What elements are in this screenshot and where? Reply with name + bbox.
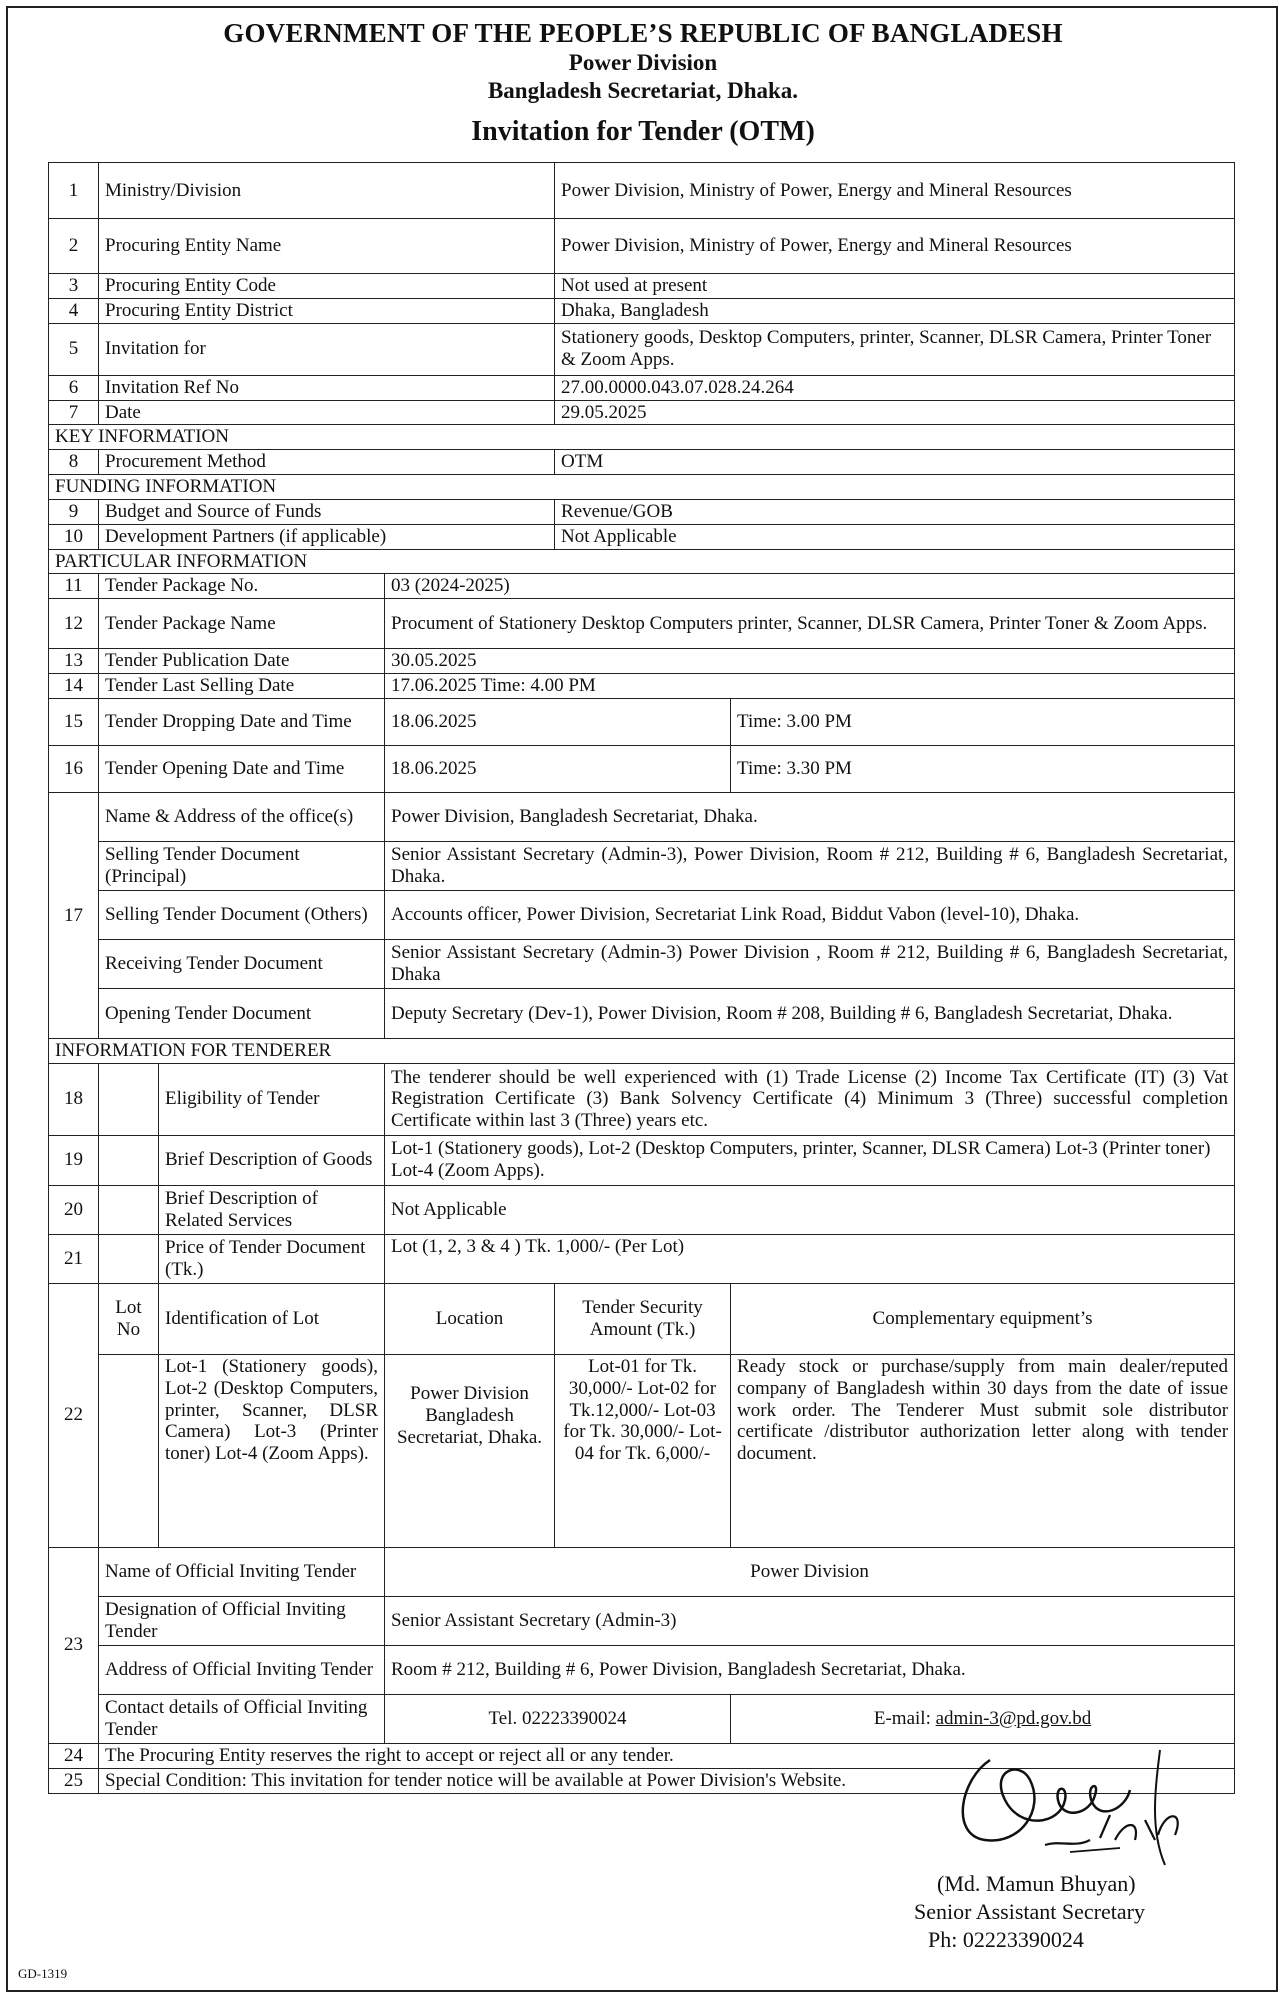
table-row <box>49 323 1235 375</box>
table-row <box>49 274 1235 299</box>
row-number: 22 <box>49 1283 99 1547</box>
lot-identification: Lot-1 (Stationery goods), Lot-2 (Desktop Computers, printer, Scanner, DLSR Camera) Lot-3 (Printer toner) Lot-4 (Zoom Apps). <box>159 1354 385 1547</box>
table-row <box>49 1547 1235 1596</box>
table-row <box>49 649 1235 674</box>
section-row <box>49 425 1235 450</box>
row-value: Dhaka, Bangladesh <box>555 298 1235 323</box>
identification-header: Identification of Lot <box>159 1283 385 1354</box>
row-label: Invitation for <box>99 323 555 375</box>
row-number: 8 <box>49 450 99 475</box>
row-value: Stationery goods, Desktop Computers, printer, Scanner, DLSR Camera, Printer Toner & Zoom Apps. <box>555 323 1235 375</box>
row-label: Tender Package Name <box>99 599 385 649</box>
row-number: 23 <box>49 1547 99 1743</box>
row-number: 20 <box>49 1185 99 1234</box>
empty-cell <box>99 1234 159 1283</box>
table-row <box>49 939 1235 988</box>
row-value: Special Condition: This invitation for tender notice will be available at Power Division's Website. <box>99 1768 1235 1793</box>
section-heading: KEY INFORMATION <box>49 425 1235 450</box>
row-time: Time: 3.30 PM <box>731 745 1235 792</box>
row-value: Deputy Secretary (Dev-1), Power Division, Room # 208, Building # 6, Bangladesh Secretariat, Dhaka. <box>385 988 1235 1038</box>
table-row <box>49 674 1235 699</box>
row-value: Not Applicable <box>555 524 1235 549</box>
row-label: Brief Description of Related Services <box>159 1185 385 1234</box>
table-row <box>49 450 1235 475</box>
table-row <box>49 792 1235 841</box>
row-label: Contact details of Official Inviting Tender <box>99 1694 385 1743</box>
government-heading: GOVERNMENT OF THE PEOPLE’S REPUBLIC OF BANGLADESH <box>223 18 1063 48</box>
row-value: Power Division, Ministry of Power, Energy and Mineral Resources <box>555 219 1235 274</box>
row-number: 25 <box>49 1768 99 1793</box>
row-date: 18.06.2025 <box>385 698 731 745</box>
table-row <box>49 1694 1235 1743</box>
row-date: 18.06.2025 <box>385 745 731 792</box>
row-value: Power Division, Ministry of Power, Energy and Mineral Resources <box>555 163 1235 219</box>
signature-image <box>950 1740 1210 1880</box>
row-label: Eligibility of Tender <box>159 1063 385 1135</box>
table-row <box>49 298 1235 323</box>
table-row <box>49 1645 1235 1694</box>
row-value: Power Division <box>385 1547 1235 1596</box>
row-label: Tender Package No. <box>99 574 385 599</box>
row-number: 12 <box>49 599 99 649</box>
lot-detail-row <box>49 1354 1235 1547</box>
row-label: Name of Official Inviting Tender <box>99 1547 385 1596</box>
row-value: Senior Assistant Secretary (Admin-3), Power Division, Room # 212, Building # 6, Bangladesh Secretariat, Dhaka. <box>385 841 1235 890</box>
table-row <box>49 1185 1235 1234</box>
row-number: 1 <box>49 163 99 219</box>
table-row <box>49 400 1235 425</box>
row-number: 15 <box>49 698 99 745</box>
row-value: 27.00.0000.043.07.028.24.264 <box>555 375 1235 400</box>
row-label: Tender Opening Date and Time <box>99 745 385 792</box>
row-number: 7 <box>49 400 99 425</box>
table-row <box>49 1063 1235 1135</box>
row-label: Ministry/Division <box>99 163 555 219</box>
table-row <box>49 524 1235 549</box>
row-label: Procurement Method <box>99 450 555 475</box>
row-number: 5 <box>49 323 99 375</box>
empty-cell <box>99 1185 159 1234</box>
row-number: 18 <box>49 1063 99 1135</box>
row-label: Receiving Tender Document <box>99 939 385 988</box>
signatory-phone: Ph: 02223390024 <box>928 1927 1084 1952</box>
row-label: Price of Tender Document (Tk.) <box>159 1234 385 1283</box>
complementary-header: Complementary equipment’s <box>731 1283 1235 1354</box>
row-number: 3 <box>49 274 99 299</box>
row-label: Date <box>99 400 555 425</box>
row-value: Procument of Stationery Desktop Computers printer, Scanner, DLSR Camera, Printer Toner & Zoom Apps. <box>385 599 1235 649</box>
row-number: 21 <box>49 1234 99 1283</box>
row-value: 03 (2024-2025) <box>385 574 1235 599</box>
row-value: Lot (1, 2, 3 & 4 ) Tk. 1,000/- (Per Lot) <box>385 1234 1235 1283</box>
signatory-designation: Senior Assistant Secretary <box>914 1899 1145 1924</box>
table-row <box>49 988 1235 1038</box>
table-row <box>49 574 1235 599</box>
row-number: 2 <box>49 219 99 274</box>
row-number: 17 <box>49 792 99 1038</box>
signatory-name: (Md. Mamun Bhuyan) <box>937 1871 1136 1896</box>
row-value: Not used at present <box>555 274 1235 299</box>
table-row <box>49 698 1235 745</box>
tender-table <box>48 162 1235 1794</box>
section-heading: INFORMATION FOR TENDERER <box>49 1038 1235 1063</box>
table-row <box>49 499 1235 524</box>
row-value: The tenderer should be well experienced with (1) Trade License (2) Income Tax Certificate (IT) (3) Vat Registration Certificate (3) Bank Solvency Certificate (4) Minimum 3 (Three) successful completion Certificate within last 3 (Three) years etc. <box>385 1063 1235 1135</box>
row-value: Senior Assistant Secretary (Admin-3) <box>385 1596 1235 1645</box>
row-label: Tender Last Selling Date <box>99 674 385 699</box>
row-number: 24 <box>49 1743 99 1768</box>
row-number: 4 <box>49 298 99 323</box>
row-number: 9 <box>49 499 99 524</box>
table-row <box>49 1234 1235 1283</box>
empty-cell <box>99 1063 159 1135</box>
row-label: Procuring Entity Code <box>99 274 555 299</box>
lot-no-header: Lot No <box>99 1283 159 1354</box>
row-value: OTM <box>555 450 1235 475</box>
section-row <box>49 475 1235 500</box>
empty-cell <box>99 1135 159 1185</box>
row-label: Invitation Ref No <box>99 375 555 400</box>
row-label: Opening Tender Document <box>99 988 385 1038</box>
table-row <box>49 745 1235 792</box>
row-label: Tender Dropping Date and Time <box>99 698 385 745</box>
table-row <box>49 163 1235 219</box>
lot-complementary: Ready stock or purchase/supply from main dealer/reputed company of Bangladesh within 30 days from the date of issue work order. The Tenderer Must submit sole distributor certificate /distributor authorization letter along with tender document. <box>731 1354 1235 1547</box>
row-number: 19 <box>49 1135 99 1185</box>
email-label: E-mail: <box>873 1707 936 1729</box>
row-value: 30.05.2025 <box>385 649 1235 674</box>
row-value: Room # 212, Building # 6, Power Division, Bangladesh Secretariat, Dhaka. <box>385 1645 1235 1694</box>
row-label: Selling Tender Document (Others) <box>99 890 385 939</box>
section-heading: PARTICULAR INFORMATION <box>49 549 1235 574</box>
row-label: Tender Publication Date <box>99 649 385 674</box>
empty-cell <box>99 1354 159 1547</box>
row-label: Selling Tender Document (Principal) <box>99 841 385 890</box>
row-label: Budget and Source of Funds <box>99 499 555 524</box>
table-row <box>49 890 1235 939</box>
lot-header-row <box>49 1283 1235 1354</box>
email-link[interactable]: admin-3@pd.gov.bd <box>935 1707 1092 1729</box>
table-row <box>49 219 1235 274</box>
row-label: Address of Official Inviting Tender <box>99 1645 385 1694</box>
row-value: Senior Assistant Secretary (Admin-3) Power Division , Room # 212, Building # 6, Bangladesh Secretariat, Dhaka <box>385 939 1235 988</box>
row-value: 29.05.2025 <box>555 400 1235 425</box>
secretariat-heading: Bangladesh Secretariat, Dhaka. <box>487 78 799 103</box>
contact-tel: Tel. 02223390024 <box>385 1694 731 1743</box>
row-number: 10 <box>49 524 99 549</box>
table-row <box>49 599 1235 649</box>
row-label: Development Partners (if applicable) <box>99 524 555 549</box>
row-number: 13 <box>49 649 99 674</box>
section-heading: FUNDING INFORMATION <box>49 475 1235 500</box>
section-row <box>49 549 1235 574</box>
row-label: Brief Description of Goods <box>159 1135 385 1185</box>
section-row <box>49 1038 1235 1063</box>
contact-email-cell <box>731 1694 1235 1743</box>
row-label: Name & Address of the office(s) <box>99 792 385 841</box>
row-value: Not Applicable <box>385 1185 1235 1234</box>
security-header: Tender Security Amount (Tk.) <box>555 1283 731 1354</box>
row-number: 16 <box>49 745 99 792</box>
table-row <box>49 1596 1235 1645</box>
row-label: Procuring Entity District <box>99 298 555 323</box>
row-value: Power Division, Bangladesh Secretariat, Dhaka. <box>385 792 1235 841</box>
division-heading: Power Division <box>568 50 718 75</box>
row-value: Accounts officer, Power Division, Secretariat Link Road, Biddut Vabon (level-10), Dhaka. <box>385 890 1235 939</box>
row-label: Designation of Official Inviting Tender <box>99 1596 385 1645</box>
row-label: Procuring Entity Name <box>99 219 555 274</box>
document-title: Invitation for Tender (OTM) <box>471 116 815 147</box>
lot-location: Power Division Bangladesh Secretariat, Dhaka. <box>385 1354 555 1547</box>
lot-security-amount: Lot-01 for Tk. 30,000/- Lot-02 for Tk.12,000/- Lot-03 for Tk. 30,000/- Lot-04 for Tk. 6,000/- <box>555 1354 731 1547</box>
footer-code: GD-1319 <box>18 1966 68 1981</box>
table-row <box>49 375 1235 400</box>
row-value: Revenue/GOB <box>555 499 1235 524</box>
row-value: Lot-1 (Stationery goods), Lot-2 (Desktop Computers, printer, Scanner, DLSR Camera) Lot-3 (Printer toner) Lot-4 (Zoom Apps). <box>385 1135 1235 1185</box>
row-number: 6 <box>49 375 99 400</box>
row-value: The Procuring Entity reserves the right to accept or reject all or any tender. <box>99 1743 1235 1768</box>
location-header: Location <box>385 1283 555 1354</box>
table-row <box>49 841 1235 890</box>
row-number: 14 <box>49 674 99 699</box>
row-number: 11 <box>49 574 99 599</box>
table-row <box>49 1135 1235 1185</box>
row-value: 17.06.2025 Time: 4.00 PM <box>385 674 1235 699</box>
row-time: Time: 3.00 PM <box>731 698 1235 745</box>
